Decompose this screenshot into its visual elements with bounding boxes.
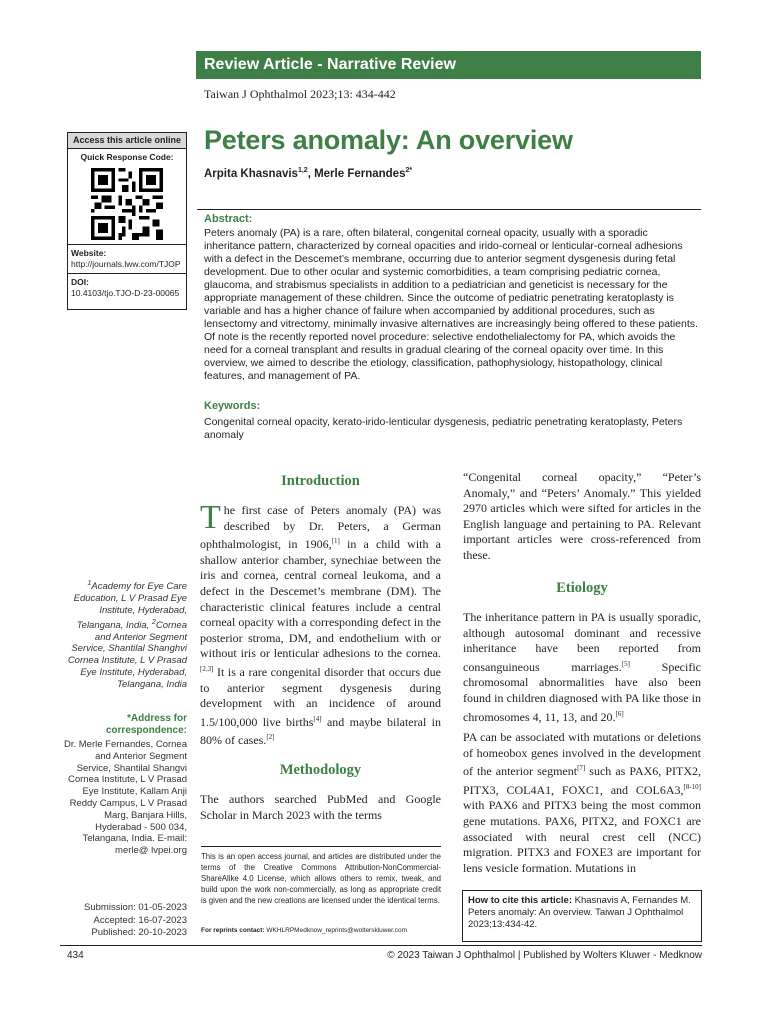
affiliations bbox=[60, 578, 187, 690]
introduction-heading: Introduction bbox=[281, 473, 360, 489]
reference-link[interactable]: [4] bbox=[313, 714, 322, 723]
abstract-heading: Abstract: bbox=[204, 213, 253, 225]
affiliation-text: Cornea and Anterior Segment Service, Shantilal Shanghvi Cornea Institute, L V Prasad Eye Institute, Hyderabad, Telangana, India bbox=[67, 619, 187, 690]
author-list bbox=[204, 167, 412, 180]
body-text: in a child with a shallow anterior chamber, synechiae between the iris and cornea, central corneal leukoma, and a defect in the Descemet’s membrane (DM). The characteristic clinical features include a central corneal opacity with a corresponding defect in the posterior stroma, DM, and endothelium with or without iris or lenticular adhesions to the cornea. bbox=[200, 537, 441, 661]
access-box-heading: Access this article online bbox=[68, 133, 186, 149]
doi-value[interactable]: 10.4103/tjo.TJO-D-23-00065 bbox=[71, 288, 180, 298]
body-text: The inheritance pattern in PA is usually sporadic, although autosomal dominant and recessive inheritance have been reported from consanguineous marriages. bbox=[463, 610, 701, 674]
submission-date: Submission: 01-05-2023 bbox=[84, 902, 187, 913]
keywords-text: Congenital corneal opacity, kerato-irido-lenticular dysgenesis, pediatric penetrating keratoplasty, Peters anomaly bbox=[204, 416, 683, 441]
correspondence-address: Dr. Merle Fernandes, Cornea and Anterior Segment Service, Shantilal Shangvi Cornea Institute, L V Prasad Eye Institute, Kallam Anji Reddy Campus, L V Prasad Marg, Banjara Hills, Hyderabad - 500 034, Telangana, India. E-mail: merle@ lvpei.org bbox=[63, 739, 187, 857]
methodology-heading: Methodology bbox=[279, 762, 362, 778]
published-date: Published: 20-10-2023 bbox=[91, 927, 187, 938]
etiology-paragraph bbox=[463, 730, 701, 876]
body-text: with PAX6 and PITX3 being the most common gene mutations. PAX6, PITX2, and FOXC1 are associated with neural crest cell (NCC) migration. PITX3 and FOXE3 are important for lens vesicle formation. Mutations in bbox=[463, 798, 701, 875]
reference-link[interactable]: [6] bbox=[615, 709, 624, 718]
how-to-cite-box bbox=[462, 890, 702, 942]
reference-link[interactable]: [2,3] bbox=[200, 664, 214, 673]
reference-link[interactable]: [5] bbox=[621, 659, 630, 668]
methodology-continued: “Congenital corneal opacity,” “Peter’s Anomaly,” and “Peters’ Anomaly.” This yielded 2970 articles which were sifted for articles in the English language and pertaining to PA. Relevant important articles were cross-referenced from these. bbox=[463, 470, 701, 562]
cite-text: Khasnavis A, Fernandes M. Peters anomaly: An overview. Taiwan J Ophthalmol 2023;13:434-42. bbox=[468, 895, 691, 930]
reference-link[interactable]: [2] bbox=[266, 733, 275, 742]
reprints-contact bbox=[201, 927, 441, 934]
access-article-box bbox=[67, 132, 187, 310]
accepted-date: Accepted: 16-07-2023 bbox=[93, 914, 187, 926]
body-text: Specific chromosomal abnormalities have also been found in children diagnosed with PA like those in chromosomes 4, 11, 13, and 20. bbox=[463, 659, 701, 724]
body-text: It is a rare congenital disorder that occurs due to anterior segment dysgenesis during development with an incidence of around 1.5/100,000 live births bbox=[200, 664, 441, 729]
affiliation-text: Academy for Eye Care Education, L V Prasad Eye Institute, Hyderabad, Telangana, India, bbox=[73, 581, 187, 631]
qr-code-label: Quick Response Code: bbox=[80, 152, 174, 162]
body-text: PA can be associated with mutations or deletions of homeobox genes involved in the development of the anterior segment bbox=[463, 730, 701, 779]
etiology-heading: Etiology bbox=[556, 580, 608, 596]
article-dates bbox=[60, 902, 187, 940]
introduction-paragraph bbox=[200, 499, 441, 749]
body-text: he first case of Peters anomaly (PA) was described by Dr. Peters, a German ophthalmologist, in 1906, bbox=[200, 503, 441, 552]
reprints-email[interactable]: WKHLRPMedknow_reprints@wolterskluwer.com bbox=[264, 927, 407, 934]
website-link[interactable]: http://journals.lww.com/TJOP bbox=[71, 259, 181, 269]
reference-link[interactable]: [7] bbox=[577, 764, 586, 773]
affiliation-mark: 2 bbox=[151, 618, 156, 626]
author-name: , Merle Fernandes bbox=[307, 167, 406, 180]
reprints-label: For reprints contact: bbox=[201, 927, 265, 934]
drop-cap: T bbox=[200, 499, 221, 536]
cite-label: How to cite this article: bbox=[468, 895, 572, 906]
footer-divider bbox=[60, 945, 702, 946]
body-text: and maybe bilateral in 80% of cases. bbox=[200, 714, 441, 748]
author-affiliation-mark: 1,2 bbox=[297, 167, 308, 174]
reference-link[interactable]: [1] bbox=[331, 537, 340, 546]
qr-code-icon[interactable] bbox=[91, 168, 163, 240]
reference-link[interactable]: [8-10] bbox=[683, 782, 701, 791]
article-type-banner: Review Article - Narrative Review bbox=[196, 51, 701, 79]
body-text: such as PAX6, PITX2, PITX3, COL4A1, FOXC1, and COL6A3, bbox=[463, 764, 701, 797]
keywords-heading: Keywords: bbox=[204, 400, 261, 412]
abstract-text: Peters anomaly (PA) is a rare, often bilateral, congenital corneal opacity, usually with a sporadic inheritance pattern, characterized by corneal opacities and irido-corneal or lenticular-corneal adhesions with a defect in the Descemet’s membrane, occurring due to anterior segment dysgenesis during fetal development. Due to other ocular and systemic comorbidities, a team comprising pediatric cornea, glaucoma, and strabismus specialists in addition to a pediatrician and geneticist is necessary for the appropriate management of these children. Since the outcome of pediatric penetrating keratoplasty is variable and has a higher chance of failure when accompanied by additional procedures, such as lensectomy and vitrectomy, minimally invasive alternatives are increasingly being offered to these patients. Of note is the recently reported novel procedure: selective endothelialectomy for PA, which avoids the need for a corneal transplant and results in gradual clearing of the corneal opacity over time. In this overview, we aimed to describe the etiology, classification, pathophysiology, histopathology, clinical features, and management of PA. bbox=[204, 227, 698, 382]
doi-label: DOI: bbox=[71, 277, 89, 287]
journal-citation: Taiwan J Ophthalmol 2023;13: 434-442 bbox=[204, 87, 396, 101]
methodology-paragraph: The authors searched PubMed and Google Scholar in March 2023 with the terms bbox=[200, 792, 441, 822]
license-notice: This is an open access journal, and articles are distributed under the terms of the Creative Commons Attribution-NonCommercial-ShareAlike 4.0 License, which allows others to remix, tweak, and build upon the work non-commercially, as long as appropriate credit is given and the new creations are licensed under the identical terms. bbox=[201, 846, 441, 906]
footer-copyright: © 2023 Taiwan J Ophthalmol | Published by Wolters Kluwer - Medknow bbox=[387, 950, 702, 961]
website-label: Website: bbox=[71, 248, 107, 258]
article-title: Peters anomaly: An overview bbox=[204, 125, 573, 155]
correspondence-heading: *Address for correspondence: bbox=[105, 713, 187, 736]
author-name: Arpita Khasnavis bbox=[204, 167, 298, 180]
affiliation-mark: 1 bbox=[87, 580, 92, 587]
author-affiliation-mark: 2* bbox=[405, 167, 413, 174]
page-number: 434 bbox=[67, 950, 84, 961]
etiology-paragraph bbox=[463, 610, 701, 725]
